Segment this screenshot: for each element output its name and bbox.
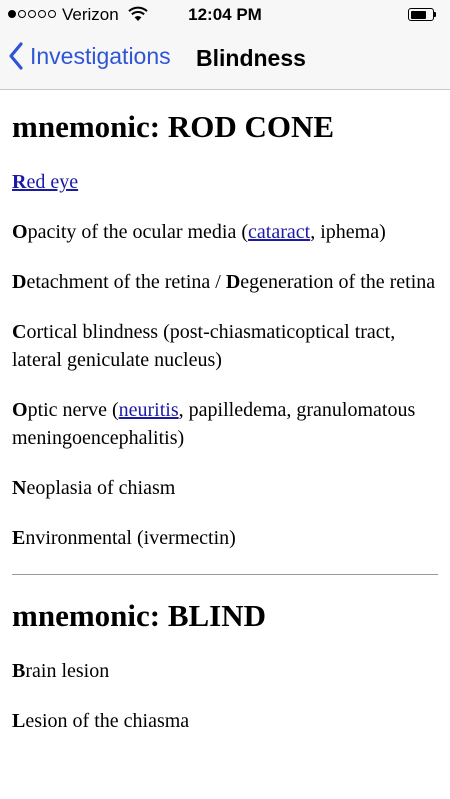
battery-level: [411, 11, 426, 19]
status-time: 12:04 PM: [188, 5, 262, 24]
back-button-label: Investigations: [30, 42, 171, 69]
article-content: [12, 90, 438, 757]
mnemonic-section-blind: [12, 597, 438, 735]
carrier-name: Verizon: [62, 5, 119, 24]
list-item: Detachment of the retina / Degeneration of the retina: [12, 271, 436, 293]
list-item: Cortical blindness (post-chiasmaticoptical tract, lateral geniculate nucleus): [12, 321, 396, 371]
list-item: Neoplasia of chiasm: [12, 477, 176, 499]
list-item: Lesion of the chiasma: [12, 710, 190, 732]
section-heading: mnemonic: ROD CONE: [12, 109, 335, 144]
list-item: Brain lesion: [12, 660, 110, 682]
section-divider: [12, 574, 438, 575]
list-item: Optic nerve (neuritis, papilledema, granulomatous meningoencephalitis): [12, 399, 416, 449]
mnemonic-section-rod-cone: [12, 108, 438, 552]
back-button[interactable]: [8, 41, 171, 71]
battery-tip: [434, 12, 436, 17]
neuritis-link[interactable]: neuritis: [118, 399, 179, 421]
status-bar: [0, 0, 450, 30]
page-title: Blindness: [196, 45, 306, 71]
battery-icon: [408, 8, 434, 21]
list-item: Opacity of the ocular media (cataract, iphema): [12, 221, 386, 243]
cataract-link[interactable]: cataract: [248, 221, 311, 243]
red-eye-link[interactable]: Red eye: [12, 171, 79, 193]
navigation-bar: [0, 30, 450, 90]
section-heading: mnemonic: BLIND: [12, 598, 267, 633]
list-item: [12, 168, 438, 196]
list-item: Environmental (ivermectin): [12, 527, 236, 549]
chevron-left-icon: [8, 41, 24, 71]
